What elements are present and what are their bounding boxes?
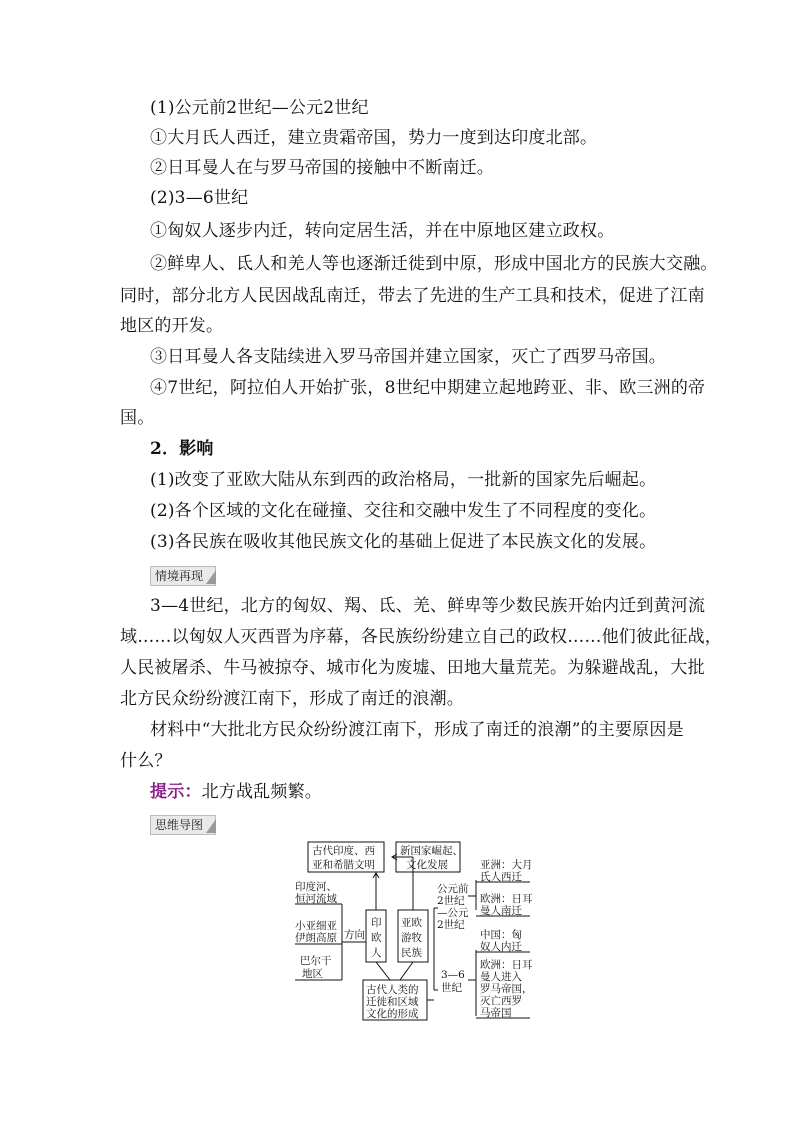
scenario-tag: 情境再现 <box>150 566 216 586</box>
box-center-1: 古代人类的 <box>366 984 419 996</box>
box-culture-line1: 古代印度、西 <box>312 845 375 857</box>
question-text: 材料中“大批北方民众纷纷渡江南下，形成了南迁的浪潮”的主要原因是 <box>150 720 684 740</box>
period1-4: 2世纪 <box>437 919 465 931</box>
subheading-period-2: (2)3—6世纪 <box>150 188 249 208</box>
period1-1: 公元前 <box>437 883 469 895</box>
paragraph: ①大月氏人西迁，建立贵霜帝国，势力一度到达印度北部。 <box>150 128 598 148</box>
right-r1b: 氏人西迁 <box>480 871 522 883</box>
left-label-3b: 地区 <box>302 968 323 980</box>
direction-label: 方向 <box>344 929 365 941</box>
right-r4b: 曼人进入 <box>480 971 522 983</box>
hint-text: 北方战乱频繁。 <box>201 782 323 802</box>
paragraph-continued: 同时，部分北方人民因战乱南迁，带去了先进的生产工具和技术，促进了江南 <box>120 286 705 306</box>
right-r4a: 欧洲：日耳 <box>480 959 533 971</box>
period2-2: 世纪 <box>441 982 462 994</box>
right-r2b: 曼人南迁 <box>480 905 522 917</box>
period2-1: 3—6 <box>441 969 465 981</box>
right-r3a: 中国：匈 <box>480 929 522 941</box>
left-label-1a: 印度河、 <box>295 881 337 893</box>
period1-2: 2世纪 <box>437 895 465 907</box>
left-label-2b: 伊朗高原 <box>295 932 337 944</box>
box-culture-line2: 亚和希腊文明 <box>312 859 375 871</box>
section-heading-impact: 2．影响 <box>150 439 214 459</box>
impact-item: (1)改变了亚欧大陆从东到西的政治格局，一批新的国家先后崛起。 <box>150 470 657 490</box>
subheading-period-1: (1)公元前2世纪—公元2世纪 <box>150 98 369 118</box>
box-nomad-3: 民族 <box>401 947 422 959</box>
right-r2a: 欧洲：日耳 <box>480 893 533 905</box>
right-r3b: 奴人内迁 <box>480 941 522 953</box>
box-indo-2: 欧 <box>371 932 382 944</box>
scenario-text: 北方民众纷纷渡江南下，形成了南迁的浪潮。 <box>120 689 464 709</box>
box-nomad-1: 亚欧 <box>401 917 422 929</box>
right-r1a: 亚洲：大月 <box>480 859 533 871</box>
paragraph: ②鲜卑人、氐人和羌人等也逐渐迁徙到中原，形成中国北方的民族大交融。 <box>150 254 718 274</box>
left-label-1b: 恒河流域 <box>295 893 337 905</box>
right-r4e: 马帝国 <box>480 1007 512 1019</box>
box-nomad-2: 游牧 <box>401 932 422 944</box>
box-new-line2: 文化发展 <box>406 859 448 871</box>
paragraph-continued: 地区的开发。 <box>120 316 224 336</box>
scenario-text: 3—4世纪，北方的匈奴、羯、氐、羌、鲜卑等少数民族开始内迁到黄河流 <box>150 596 706 616</box>
hint-label: 提示： <box>150 782 202 802</box>
paragraph: ④7世纪，阿拉伯人开始扩张，8世纪中期建立起地跨亚、非、欧三洲的帝 <box>150 378 706 398</box>
box-new-line1: 新国家崛起、 <box>400 845 463 857</box>
mindmap-tag: 思维导图 <box>150 815 216 835</box>
impact-item: (3)各民族在吸收其他民族文化的基础上促进了本民族文化的发展。 <box>150 532 657 552</box>
scenario-text: 人民被屠杀、牛马被掠夺、城市化为废墟、田地大量荒芜。为躲避战乱，大批 <box>120 658 705 678</box>
question-text: 什么？ <box>120 751 172 771</box>
box-indo-1: 印 <box>371 917 382 929</box>
paragraph: ③日耳曼人各支陆续进入罗马帝国并建立国家，灭亡了西罗马帝国。 <box>150 347 666 367</box>
left-label-2a: 小亚细亚 <box>295 920 337 932</box>
left-label-3a: 巴尔干 <box>300 955 332 967</box>
paragraph: ②日耳曼人在与罗马帝国的接触中不断南迁。 <box>150 158 494 178</box>
box-center-2: 迁徙和区域 <box>366 996 419 1008</box>
right-r4d: 灭亡西罗 <box>480 995 522 1007</box>
right-r4c: 罗马帝国， <box>480 983 533 995</box>
box-indo-3: 人 <box>371 947 382 959</box>
box-center-3: 文化的形成 <box>366 1008 419 1020</box>
impact-item: (2)各个区域的文化在碰撞、交往和交融中发生了不同程度的变化。 <box>150 501 657 521</box>
scenario-text: 域……以匈奴人灭西晋为序幕，各民族纷纷建立自己的政权……他们彼此征战， <box>120 627 722 647</box>
mind-map <box>290 838 540 1026</box>
paragraph: ①匈奴人逐步内迁，转向定居生活，并在中原地区建立政权。 <box>150 221 615 241</box>
hint <box>150 781 710 803</box>
paragraph-continued: 国。 <box>120 408 155 428</box>
period1-3: —公元 <box>437 907 469 919</box>
